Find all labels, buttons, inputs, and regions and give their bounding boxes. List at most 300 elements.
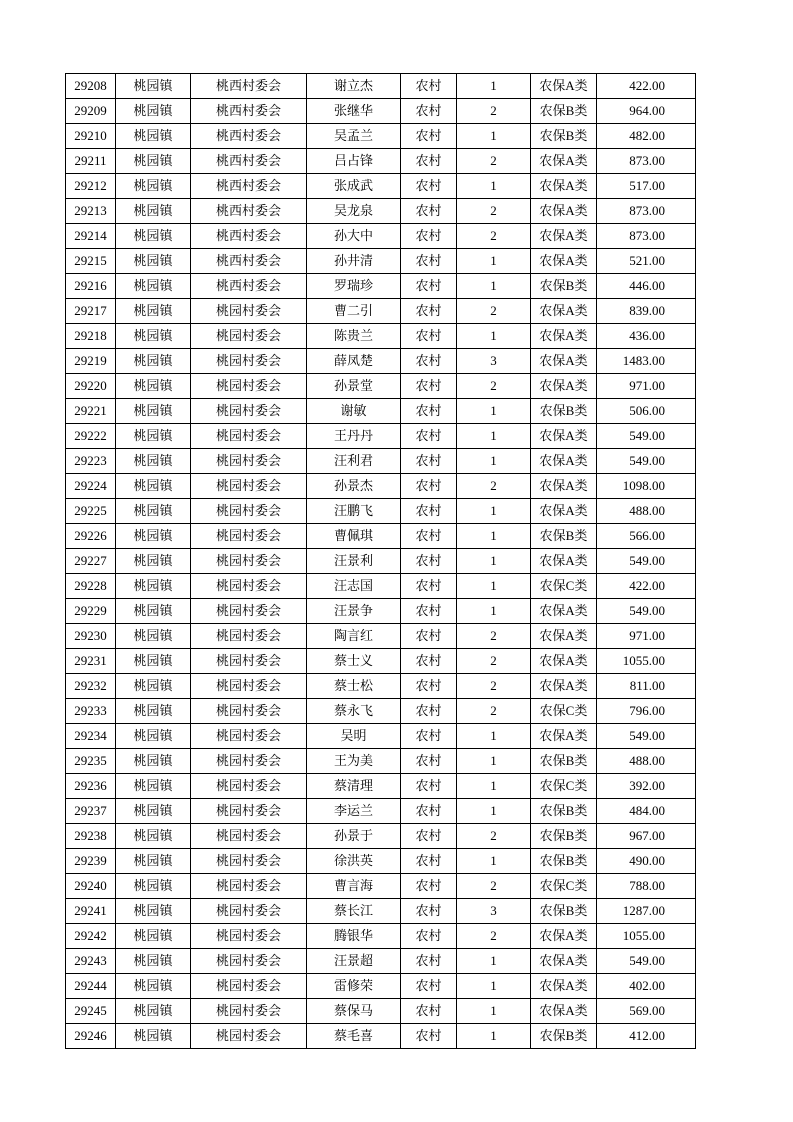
table-cell-amount: 402.00 [597,974,696,999]
table-cell-id: 29218 [66,324,116,349]
table-cell-amount: 1483.00 [597,349,696,374]
table-cell-count: 2 [457,699,531,724]
table-cell-count: 1 [457,849,531,874]
table-cell-name: 吴孟兰 [307,124,401,149]
table-cell-count: 2 [457,224,531,249]
table-cell-name: 吴龙泉 [307,199,401,224]
table-cell-name: 李运兰 [307,799,401,824]
table-cell-count: 1 [457,499,531,524]
table-cell-category: 农保A类 [531,374,597,399]
table-cell-category: 农保A类 [531,599,597,624]
table-cell-amount: 506.00 [597,399,696,424]
table-cell-category: 农保A类 [531,199,597,224]
table-cell-count: 2 [457,474,531,499]
table-cell-id: 29229 [66,599,116,624]
table-cell-residence: 农村 [401,149,457,174]
table-cell-town: 桃园镇 [116,474,191,499]
table-cell-name: 汪景超 [307,949,401,974]
table-cell-id: 29235 [66,749,116,774]
table-cell-residence: 农村 [401,874,457,899]
table-cell-town: 桃园镇 [116,774,191,799]
table-cell-id: 29232 [66,674,116,699]
table-cell-amount: 788.00 [597,874,696,899]
table-cell-count: 1 [457,274,531,299]
table-cell-residence: 农村 [401,424,457,449]
table-cell-id: 29234 [66,724,116,749]
table-cell-town: 桃园镇 [116,374,191,399]
table-cell-town: 桃园镇 [116,749,191,774]
table-cell-id: 29217 [66,299,116,324]
table-cell-village: 桃园村委会 [191,649,307,674]
table-cell-id: 29245 [66,999,116,1024]
table-row [66,824,696,849]
table-cell-town: 桃园镇 [116,949,191,974]
table-cell-name: 曹佩琪 [307,524,401,549]
table-cell-town: 桃园镇 [116,449,191,474]
table-cell-category: 农保A类 [531,949,597,974]
table-row [66,724,696,749]
table-cell-id: 29227 [66,549,116,574]
table-cell-amount: 1055.00 [597,924,696,949]
table-row [66,99,696,124]
table-cell-village: 桃园村委会 [191,874,307,899]
table-cell-count: 2 [457,624,531,649]
table-cell-amount: 549.00 [597,599,696,624]
table-cell-count: 1 [457,574,531,599]
benefits-table [65,73,696,1049]
table-cell-town: 桃园镇 [116,849,191,874]
table-cell-residence: 农村 [401,924,457,949]
table-cell-count: 2 [457,149,531,174]
table-cell-category: 农保C类 [531,574,597,599]
table-cell-village: 桃西村委会 [191,249,307,274]
table-cell-town: 桃园镇 [116,899,191,924]
table-cell-name: 徐洪英 [307,849,401,874]
table-cell-town: 桃园镇 [116,874,191,899]
table-cell-category: 农保B类 [531,524,597,549]
table-cell-id: 29210 [66,124,116,149]
table-cell-residence: 农村 [401,724,457,749]
table-cell-category: 农保A类 [531,924,597,949]
table-cell-town: 桃园镇 [116,299,191,324]
table-cell-town: 桃园镇 [116,349,191,374]
table-cell-town: 桃园镇 [116,324,191,349]
table-cell-name: 罗瑞珍 [307,274,401,299]
table-cell-id: 29244 [66,974,116,999]
table-cell-category: 农保B类 [531,824,597,849]
table-cell-town: 桃园镇 [116,824,191,849]
table-cell-count: 1 [457,174,531,199]
table-cell-category: 农保A类 [531,449,597,474]
table-cell-count: 1 [457,424,531,449]
table-cell-town: 桃园镇 [116,974,191,999]
table-cell-amount: 549.00 [597,549,696,574]
table-cell-id: 29226 [66,524,116,549]
table-row [66,124,696,149]
table-cell-count: 1 [457,524,531,549]
table-cell-town: 桃园镇 [116,149,191,174]
table-cell-village: 桃园村委会 [191,974,307,999]
table-cell-village: 桃园村委会 [191,899,307,924]
table-cell-residence: 农村 [401,849,457,874]
table-cell-category: 农保A类 [531,249,597,274]
table-cell-count: 1 [457,449,531,474]
table-cell-category: 农保A类 [531,999,597,1024]
table-row [66,74,696,99]
table-cell-category: 农保A类 [531,149,597,174]
table-cell-amount: 549.00 [597,949,696,974]
table-cell-name: 蔡清理 [307,774,401,799]
table-cell-village: 桃园村委会 [191,849,307,874]
table-cell-amount: 971.00 [597,624,696,649]
table-cell-count: 2 [457,924,531,949]
table-cell-count: 1 [457,74,531,99]
table-cell-residence: 农村 [401,624,457,649]
table-cell-id: 29215 [66,249,116,274]
table-cell-count: 1 [457,549,531,574]
table-cell-town: 桃园镇 [116,799,191,824]
table-cell-village: 桃园村委会 [191,674,307,699]
table-cell-id: 29243 [66,949,116,974]
table-cell-town: 桃园镇 [116,124,191,149]
table-cell-name: 汪景争 [307,599,401,624]
table-body [66,74,696,1049]
table-row [66,574,696,599]
table-row [66,399,696,424]
table-cell-village: 桃园村委会 [191,299,307,324]
table-cell-residence: 农村 [401,674,457,699]
table-cell-town: 桃园镇 [116,1024,191,1049]
table-cell-town: 桃园镇 [116,624,191,649]
table-cell-id: 29212 [66,174,116,199]
table-cell-category: 农保A类 [531,674,597,699]
table-cell-village: 桃园村委会 [191,924,307,949]
table-cell-category: 农保B类 [531,399,597,424]
table-cell-category: 农保A类 [531,474,597,499]
table-cell-residence: 农村 [401,524,457,549]
table-row [66,274,696,299]
table-cell-id: 29216 [66,274,116,299]
table-cell-village: 桃园村委会 [191,399,307,424]
table-cell-residence: 农村 [401,1024,457,1049]
table-cell-category: 农保A类 [531,324,597,349]
table-cell-town: 桃园镇 [116,224,191,249]
table-cell-town: 桃园镇 [116,649,191,674]
table-cell-residence: 农村 [401,949,457,974]
table-cell-count: 1 [457,599,531,624]
table-cell-village: 桃园村委会 [191,949,307,974]
table-cell-village: 桃园村委会 [191,499,307,524]
table-cell-town: 桃园镇 [116,399,191,424]
table-cell-name: 汪景利 [307,549,401,574]
table-cell-category: 农保A类 [531,724,597,749]
table-cell-village: 桃园村委会 [191,449,307,474]
table-row [66,249,696,274]
table-cell-village: 桃园村委会 [191,599,307,624]
table-row [66,949,696,974]
table-row [66,974,696,999]
table-cell-category: 农保C类 [531,874,597,899]
table-cell-name: 汪志国 [307,574,401,599]
table-cell-id: 29221 [66,399,116,424]
table-cell-village: 桃园村委会 [191,799,307,824]
table-cell-residence: 农村 [401,649,457,674]
table-cell-amount: 569.00 [597,999,696,1024]
table-cell-category: 农保A类 [531,549,597,574]
table-cell-amount: 839.00 [597,299,696,324]
table-cell-village: 桃西村委会 [191,274,307,299]
table-cell-town: 桃园镇 [116,924,191,949]
table-cell-amount: 796.00 [597,699,696,724]
table-cell-amount: 549.00 [597,424,696,449]
table-cell-category: 农保A类 [531,974,597,999]
table-row [66,499,696,524]
table-cell-category: 农保B类 [531,849,597,874]
table-row [66,674,696,699]
table-row [66,599,696,624]
table-cell-amount: 873.00 [597,224,696,249]
table-cell-amount: 566.00 [597,524,696,549]
table-row [66,324,696,349]
table-cell-category: 农保A类 [531,624,597,649]
table-cell-village: 桃园村委会 [191,999,307,1024]
table-cell-count: 1 [457,399,531,424]
table-cell-category: 农保B类 [531,274,597,299]
table-row [66,474,696,499]
table-cell-name: 薛凤楚 [307,349,401,374]
table-row [66,174,696,199]
table-cell-id: 29224 [66,474,116,499]
table-cell-id: 29237 [66,799,116,824]
table-cell-village: 桃园村委会 [191,699,307,724]
table-cell-village: 桃园村委会 [191,349,307,374]
table-cell-count: 2 [457,299,531,324]
table-cell-amount: 392.00 [597,774,696,799]
table-cell-village: 桃西村委会 [191,174,307,199]
table-cell-count: 1 [457,1024,531,1049]
table-row [66,549,696,574]
table-cell-town: 桃园镇 [116,74,191,99]
table-cell-town: 桃园镇 [116,199,191,224]
table-cell-village: 桃园村委会 [191,324,307,349]
table-cell-amount: 873.00 [597,199,696,224]
table-cell-name: 汪鹏飞 [307,499,401,524]
table-cell-id: 29211 [66,149,116,174]
table-row [66,624,696,649]
table-cell-id: 29213 [66,199,116,224]
table-cell-name: 孙景堂 [307,374,401,399]
table-cell-count: 1 [457,774,531,799]
table-cell-id: 29240 [66,874,116,899]
table-cell-residence: 农村 [401,974,457,999]
table-cell-count: 2 [457,99,531,124]
table-cell-town: 桃园镇 [116,424,191,449]
table-cell-town: 桃园镇 [116,174,191,199]
table-cell-name: 王为美 [307,749,401,774]
table-cell-residence: 农村 [401,599,457,624]
table-cell-id: 29208 [66,74,116,99]
table-cell-name: 汪利君 [307,449,401,474]
table-cell-category: 农保C类 [531,699,597,724]
table-cell-residence: 农村 [401,699,457,724]
table-cell-id: 29222 [66,424,116,449]
table-cell-name: 张成武 [307,174,401,199]
table-cell-name: 谢立杰 [307,74,401,99]
table-cell-residence: 农村 [401,824,457,849]
table-cell-count: 2 [457,874,531,899]
table-cell-id: 29214 [66,224,116,249]
table-cell-count: 1 [457,124,531,149]
table-cell-category: 农保B类 [531,799,597,824]
table-cell-count: 2 [457,674,531,699]
table-cell-count: 1 [457,324,531,349]
table-cell-amount: 446.00 [597,274,696,299]
table-cell-name: 蔡士义 [307,649,401,674]
table-cell-amount: 521.00 [597,249,696,274]
table-cell-id: 29231 [66,649,116,674]
table-cell-residence: 农村 [401,999,457,1024]
table-cell-count: 2 [457,824,531,849]
table-cell-residence: 农村 [401,399,457,424]
table-cell-category: 农保C类 [531,774,597,799]
table-cell-count: 1 [457,999,531,1024]
table-cell-village: 桃园村委会 [191,374,307,399]
table-row [66,424,696,449]
table-cell-amount: 971.00 [597,374,696,399]
table-cell-village: 桃西村委会 [191,149,307,174]
table-cell-village: 桃园村委会 [191,574,307,599]
table-cell-village: 桃西村委会 [191,99,307,124]
table-cell-amount: 964.00 [597,99,696,124]
table-cell-id: 29242 [66,924,116,949]
table-cell-residence: 农村 [401,249,457,274]
table-cell-count: 2 [457,199,531,224]
table-cell-residence: 农村 [401,474,457,499]
table-row [66,374,696,399]
document-page [65,73,696,1049]
table-cell-amount: 1055.00 [597,649,696,674]
table-cell-village: 桃园村委会 [191,424,307,449]
table-cell-village: 桃园村委会 [191,774,307,799]
table-cell-id: 29209 [66,99,116,124]
table-cell-village: 桃园村委会 [191,624,307,649]
table-cell-name: 陶言红 [307,624,401,649]
table-cell-name: 吕占锋 [307,149,401,174]
table-row [66,874,696,899]
table-cell-amount: 412.00 [597,1024,696,1049]
table-row [66,799,696,824]
table-cell-village: 桃园村委会 [191,749,307,774]
table-cell-residence: 农村 [401,99,457,124]
table-row [66,924,696,949]
table-cell-name: 曹言海 [307,874,401,899]
table-cell-village: 桃西村委会 [191,124,307,149]
table-cell-id: 29238 [66,824,116,849]
table-cell-category: 农保B类 [531,749,597,774]
table-cell-name: 蔡士松 [307,674,401,699]
table-cell-name: 孙景于 [307,824,401,849]
table-row [66,224,696,249]
table-row [66,649,696,674]
table-cell-residence: 农村 [401,449,457,474]
table-cell-village: 桃园村委会 [191,824,307,849]
table-cell-amount: 811.00 [597,674,696,699]
table-cell-residence: 农村 [401,174,457,199]
table-cell-id: 29220 [66,374,116,399]
table-cell-category: 农保A类 [531,499,597,524]
table-cell-category: 农保A类 [531,224,597,249]
table-cell-residence: 农村 [401,224,457,249]
table-cell-residence: 农村 [401,549,457,574]
table-row [66,149,696,174]
table-cell-town: 桃园镇 [116,724,191,749]
table-cell-id: 29236 [66,774,116,799]
table-cell-count: 1 [457,249,531,274]
table-cell-id: 29241 [66,899,116,924]
table-cell-amount: 484.00 [597,799,696,824]
table-cell-category: 农保B类 [531,1024,597,1049]
table-cell-id: 29219 [66,349,116,374]
table-row [66,299,696,324]
table-cell-name: 王丹丹 [307,424,401,449]
table-cell-amount: 422.00 [597,574,696,599]
table-cell-id: 29228 [66,574,116,599]
table-cell-residence: 农村 [401,349,457,374]
table-cell-name: 雷修荣 [307,974,401,999]
table-cell-residence: 农村 [401,799,457,824]
table-cell-residence: 农村 [401,574,457,599]
table-cell-village: 桃园村委会 [191,724,307,749]
table-cell-count: 2 [457,649,531,674]
table-cell-amount: 967.00 [597,824,696,849]
table-row [66,699,696,724]
table-cell-residence: 农村 [401,749,457,774]
table-cell-count: 1 [457,949,531,974]
table-cell-amount: 549.00 [597,724,696,749]
table-cell-town: 桃园镇 [116,999,191,1024]
table-cell-count: 1 [457,749,531,774]
table-cell-residence: 农村 [401,499,457,524]
table-cell-town: 桃园镇 [116,549,191,574]
table-row [66,449,696,474]
table-cell-village: 桃园村委会 [191,524,307,549]
table-cell-amount: 436.00 [597,324,696,349]
table-cell-town: 桃园镇 [116,99,191,124]
table-cell-village: 桃园村委会 [191,1024,307,1049]
table-cell-name: 孙景杰 [307,474,401,499]
table-cell-count: 2 [457,374,531,399]
table-cell-residence: 农村 [401,899,457,924]
table-cell-name: 曹二引 [307,299,401,324]
table-cell-amount: 490.00 [597,849,696,874]
table-cell-name: 吴明 [307,724,401,749]
table-cell-name: 蔡保马 [307,999,401,1024]
table-cell-id: 29225 [66,499,116,524]
table-cell-amount: 517.00 [597,174,696,199]
table-cell-town: 桃园镇 [116,599,191,624]
table-cell-amount: 1098.00 [597,474,696,499]
table-cell-count: 1 [457,974,531,999]
table-cell-name: 张继华 [307,99,401,124]
table-cell-town: 桃园镇 [116,674,191,699]
table-cell-id: 29246 [66,1024,116,1049]
table-cell-name: 孙井清 [307,249,401,274]
table-cell-village: 桃园村委会 [191,474,307,499]
table-cell-count: 3 [457,899,531,924]
table-cell-amount: 549.00 [597,449,696,474]
table-cell-village: 桃西村委会 [191,74,307,99]
table-cell-name: 蔡永飞 [307,699,401,724]
